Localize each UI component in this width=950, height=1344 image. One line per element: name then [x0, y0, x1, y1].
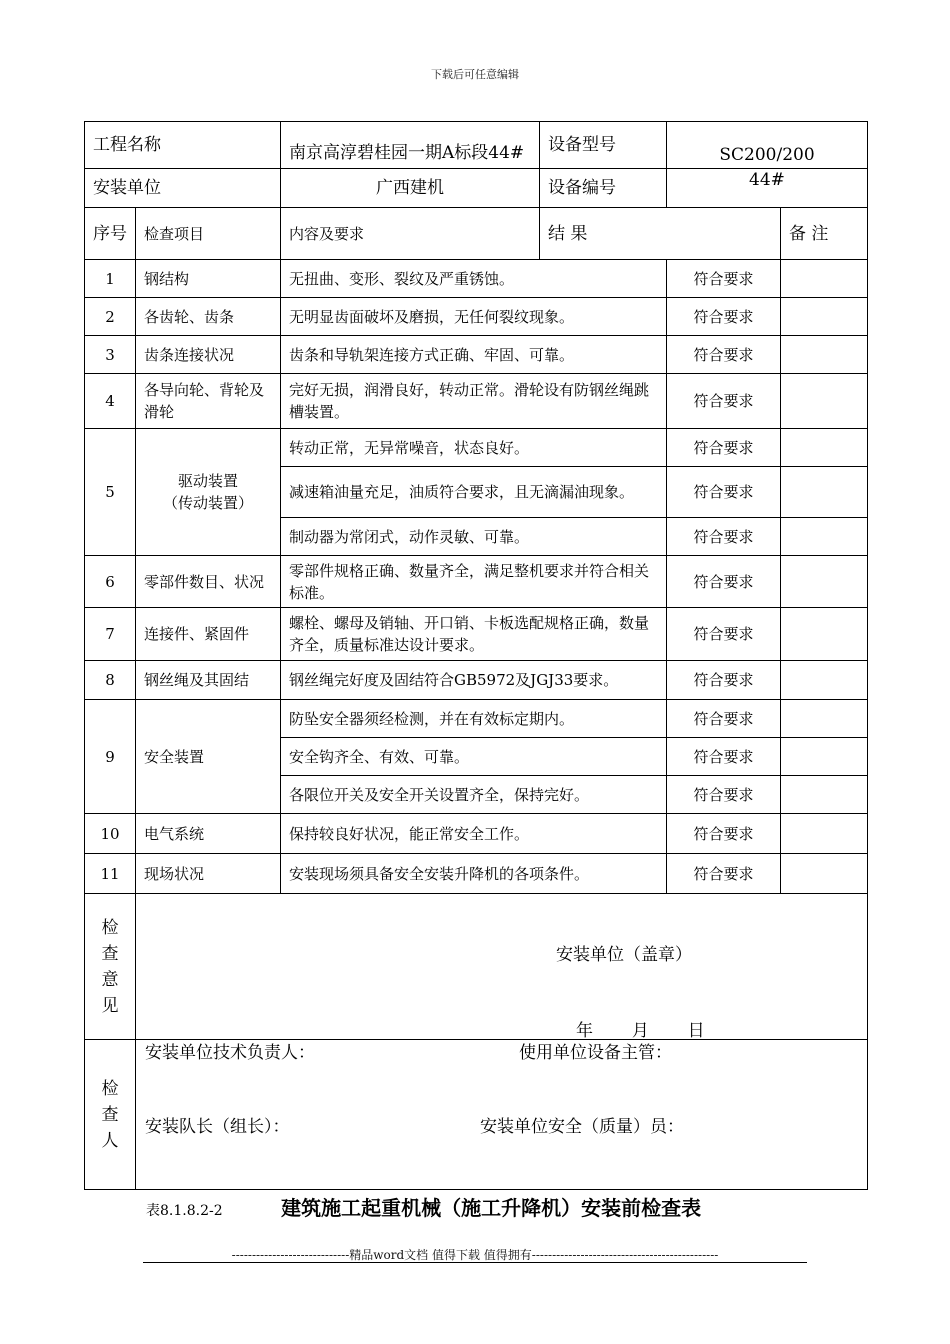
opinion-label: [85, 894, 136, 1040]
row-result: 符合要求: [667, 814, 781, 854]
row-no: 7: [85, 608, 136, 661]
table-caption: [146, 1192, 701, 1221]
row-remark: [781, 608, 868, 661]
row-item: 各导向轮、背轮及滑轮: [136, 374, 281, 429]
col-remark: 备 注: [781, 208, 868, 260]
row-content: 制动器为常闭式，动作灵敏、可靠。: [281, 518, 667, 556]
row-item: 现场状况: [136, 854, 281, 894]
tech-lead-label: 安装单位技术负责人：: [145, 1043, 315, 1063]
row-result: 符合要求: [667, 298, 781, 336]
row-result: 符合要求: [667, 738, 781, 776]
row-item: 钢丝绳及其固结: [136, 661, 281, 700]
table-row: [85, 700, 868, 738]
row-remark: [781, 429, 868, 467]
row-no: 11: [85, 854, 136, 894]
installer-seal-label: 安装单位（盖章）: [556, 945, 692, 965]
row-content: 减速箱油量充足，油质符合要求，且无滴漏油现象。: [281, 467, 667, 518]
row-remark: [781, 260, 868, 298]
row-no: 10: [85, 814, 136, 854]
team-leader-label: 安装队长（组长）：: [145, 1117, 290, 1137]
row-no: 4: [85, 374, 136, 429]
row-remark: [781, 556, 868, 608]
row-item-line2: （传动装置）: [162, 494, 253, 512]
row-remark: [781, 776, 868, 814]
row-content: 保持较良好状况，能正常安全工作。: [281, 814, 667, 854]
row-content: 螺栓、螺母及销轴、开口销、卡板选配规格正确，数量齐全，质量标准达设计要求。: [281, 608, 667, 661]
opinion-row: [85, 894, 868, 1040]
info-row-installer: [85, 169, 868, 208]
row-content: 安全钩齐全、有效、可靠。: [281, 738, 667, 776]
row-result: 符合要求: [667, 608, 781, 661]
footer-divider: [143, 1262, 807, 1263]
table-row: [85, 854, 868, 894]
col-item: 检查项目: [136, 208, 281, 260]
row-content: 完好无损，润滑良好，转动正常。滑轮设有防钢丝绳跳槽装置。: [281, 374, 667, 429]
row-result: 符合要求: [667, 467, 781, 518]
row-no: 1: [85, 260, 136, 298]
col-no: 序号: [85, 208, 136, 260]
model-label: 设备型号: [540, 122, 667, 169]
table-row: [85, 374, 868, 429]
opinion-label-char: 查: [101, 943, 119, 964]
equip-no-label: 设备编号: [540, 169, 667, 208]
row-content: 无扭曲、变形、裂纹及严重锈蚀。: [281, 260, 667, 298]
row-item: 零部件数目、状况: [136, 556, 281, 608]
table-row: [85, 260, 868, 298]
row-remark: [781, 661, 868, 700]
row-remark: [781, 854, 868, 894]
opinion-label-char: 意: [101, 969, 119, 990]
row-item: 安全装置: [136, 700, 281, 814]
equip-no-value: 44#: [667, 169, 868, 208]
row-result: 符合要求: [667, 661, 781, 700]
inspectors-label: [85, 1040, 136, 1190]
row-content: 钢丝绳完好度及固结符合GB5972及JGJ33要求。: [281, 661, 667, 700]
row-content: 无明显齿面破坏及磨损，无任何裂纹现象。: [281, 298, 667, 336]
row-result: 符合要求: [667, 374, 781, 429]
row-remark: [781, 738, 868, 776]
date-day: 日: [687, 1021, 705, 1040]
row-item: 连接件、紧固件: [136, 608, 281, 661]
inspectors-label-char: 检: [101, 1078, 119, 1099]
row-no: 8: [85, 661, 136, 700]
inspectors-row: [85, 1040, 868, 1190]
opinion-area[interactable]: [136, 894, 868, 1040]
safety-officer-label: 安装单位安全（质量）员：: [480, 1117, 684, 1137]
row-item: 电气系统: [136, 814, 281, 854]
col-content: 内容及要求: [281, 208, 540, 260]
installer-value: 广西建机: [281, 169, 540, 208]
row-no: 2: [85, 298, 136, 336]
date-month: 月: [631, 1021, 649, 1040]
row-item: 钢结构: [136, 260, 281, 298]
row-remark: [781, 374, 868, 429]
column-header-row: [85, 208, 868, 260]
date-year: 年: [576, 1021, 593, 1040]
row-item: [136, 429, 281, 556]
col-result: 结 果: [540, 208, 781, 260]
row-remark: [781, 518, 868, 556]
table-row: [85, 298, 868, 336]
row-content: 安装现场须具备安全安装升降机的各项条件。: [281, 854, 667, 894]
row-result: 符合要求: [667, 854, 781, 894]
row-result: 符合要求: [667, 518, 781, 556]
row-content: 防坠安全器须经检测，并在有效标定期内。: [281, 700, 667, 738]
inspectors-area[interactable]: [136, 1040, 868, 1190]
row-result: 符合要求: [667, 700, 781, 738]
footer-note: -----------------------------精品word文档 值得下载 值得拥有----------------------------------------------: [231, 1248, 719, 1262]
row-remark: [781, 336, 868, 374]
row-item: 齿条连接状况: [136, 336, 281, 374]
row-content: 零部件规格正确、数量齐全，满足整机要求并符合相关标准。: [281, 556, 667, 608]
table-row: [85, 429, 868, 467]
row-result: 符合要求: [667, 556, 781, 608]
inspectors-label-char: 查: [101, 1104, 119, 1125]
equip-manager-label: 使用单位设备主管：: [519, 1043, 672, 1063]
row-no: 5: [85, 429, 136, 556]
opinion-label-char: 检: [101, 917, 119, 938]
caption-title: 建筑施工起重机械（施工升降机）安装前检查表: [281, 1196, 702, 1220]
table-row: [85, 814, 868, 854]
row-remark: [781, 814, 868, 854]
row-item: 各齿轮、齿条: [136, 298, 281, 336]
row-result: 符合要求: [667, 336, 781, 374]
project-value: 南京高淳碧桂园一期A标段44#: [281, 122, 540, 169]
model-value: SC200/200: [667, 122, 868, 169]
table-row: [85, 661, 868, 700]
row-remark: [781, 467, 868, 518]
caption-number: 表8.1.8.2-2: [146, 1203, 223, 1219]
row-result: 符合要求: [667, 429, 781, 467]
opinion-label-char: 见: [101, 995, 119, 1016]
table-row: [85, 608, 868, 661]
row-result: 符合要求: [667, 260, 781, 298]
row-content: 各限位开关及安全开关设置齐全，保持完好。: [281, 776, 667, 814]
row-remark: [781, 298, 868, 336]
row-no: 3: [85, 336, 136, 374]
row-content: 齿条和导轨架连接方式正确、牢固、可靠。: [281, 336, 667, 374]
inspection-table: [84, 121, 868, 1190]
row-no: 9: [85, 700, 136, 814]
row-no: 6: [85, 556, 136, 608]
table-row: [85, 336, 868, 374]
header-note: 下载后可任意编辑: [431, 68, 519, 81]
row-result: 符合要求: [667, 776, 781, 814]
inspectors-label-char: 人: [101, 1130, 119, 1151]
row-item-line1: 驱动装置: [177, 472, 238, 490]
project-label: 工程名称: [85, 122, 281, 169]
row-content: 转动正常，无异常噪音，状态良好。: [281, 429, 667, 467]
installer-label: 安装单位: [85, 169, 281, 208]
row-remark: [781, 700, 868, 738]
opinion-date: [576, 1020, 705, 1040]
info-row-project: [85, 122, 868, 169]
table-row: [85, 556, 868, 608]
